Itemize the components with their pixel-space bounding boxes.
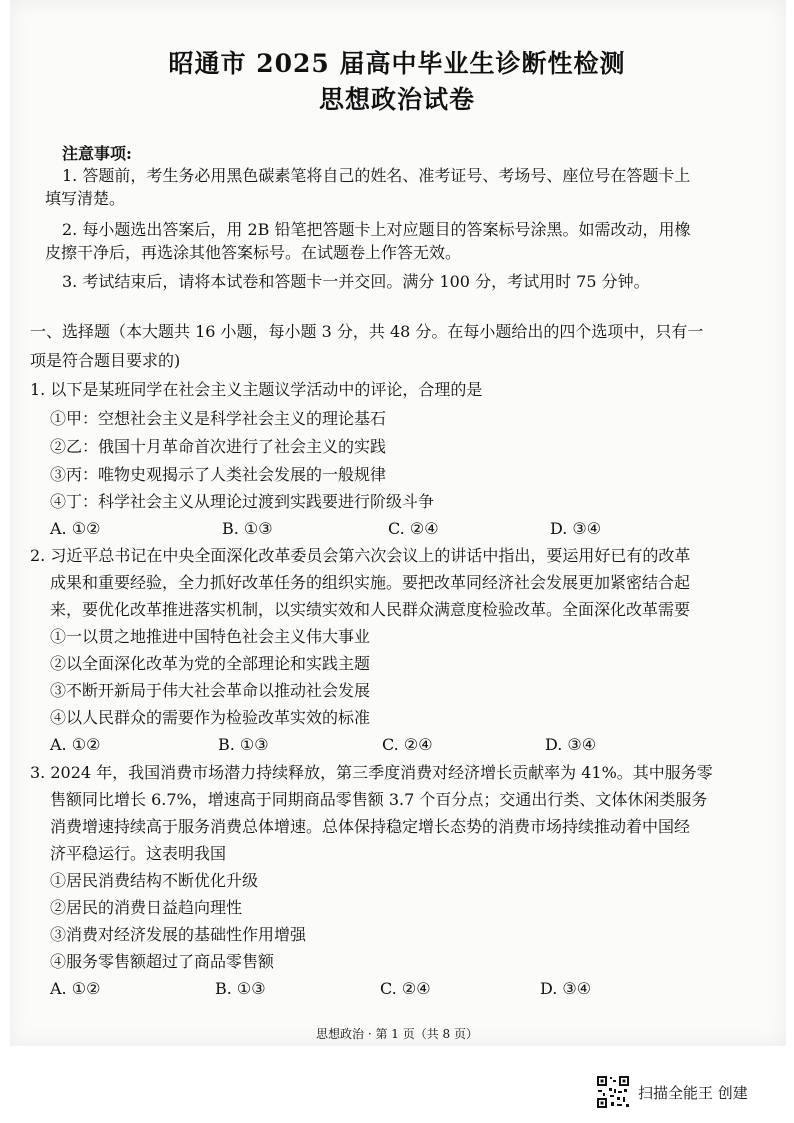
section-heading-cont: 项是符合题目要求的) <box>30 351 181 370</box>
question-3-item: ③消费对经济发展的基础性作用增强 <box>50 925 307 944</box>
page-subtitle: 思想政治试卷 <box>318 85 475 114</box>
scanner-watermark-text: 扫描全能王 创建 <box>638 1083 748 1102</box>
question-2-item: ④以人民群众的需要作为检验改革实效的标准 <box>50 708 371 727</box>
question-3-stem: 售额同比增长 6.7%，增速高于同期商品零售额 3.7 个百分点；交通出行类、文体休闲类服务 <box>50 790 708 809</box>
question-2-item: ②以全面深化改革为党的全部理论和实践主题 <box>50 654 371 673</box>
question-1-option-b: B. ①③ <box>222 519 273 538</box>
qr-code-icon <box>596 1075 630 1109</box>
question-3-stem: 3. 2024 年，我国消费市场潜力持续释放，第三季度消费对经济增长贡献率为 41%。其中服务零 <box>30 763 713 782</box>
question-2-stem: 成果和重要经验，全力抓好改革任务的组织实施。要把改革同经济社会发展更加紧密结合起 <box>50 573 691 592</box>
question-2-option-c: C. ②④ <box>382 735 433 754</box>
question-1-option-a: A. ①② <box>50 519 101 538</box>
question-2-option-d: D. ③④ <box>545 735 597 754</box>
question-3-option-c: C. ②④ <box>380 979 431 998</box>
question-1-item: ②乙：俄国十月革命首次进行了社会主义的实践 <box>50 437 387 456</box>
question-1-stem: 1. 以下是某班同学在社会主义主题议学活动中的评论，合理的是 <box>30 380 483 399</box>
scanner-watermark <box>596 1072 748 1112</box>
question-2-stem: 来，要优化改革推进落实机制，以实绩实效和人民群众满意度检验改革。全面深化改革需要 <box>50 600 691 619</box>
question-1-item: ④丁：科学社会主义从理论过渡到实践要进行阶级斗争 <box>50 492 435 511</box>
section-heading: 一、选择题（本大题共 16 小题，每小题 3 分，共 48 分。在每小题给出的四个选项中，只有一 <box>30 322 704 341</box>
question-3-option-a: A. ①② <box>50 979 101 998</box>
notice-heading: 注意事项: <box>62 144 132 163</box>
question-1-item: ①甲：空想社会主义是科学社会主义的理论基石 <box>50 409 387 428</box>
page-footer: 思想政治 · 第 1 页（共 8 页） <box>316 1027 478 1041</box>
notice-line: 3. 考试结束后，请将本试卷和答题卡一并交回。满分 100 分，考试用时 75 分钟。 <box>62 272 650 291</box>
question-2-option-b: B. ①③ <box>218 735 269 754</box>
question-3-stem: 济平稳运行。这表明我国 <box>50 844 227 863</box>
question-3-item: ①居民消费结构不断优化升级 <box>50 871 259 890</box>
question-3-item: ②居民的消费日益趋向理性 <box>50 898 243 917</box>
question-3-stem: 消费增速持续高于服务消费总体增速。总体保持稳定增长态势的消费市场持续推动着中国经 <box>50 817 691 836</box>
question-2-stem: 2. 习近平总书记在中央全面深化改革委员会第六次会议上的讲话中指出，要运用好已有的改革 <box>30 546 691 565</box>
question-3-option-d: D. ③④ <box>540 979 592 998</box>
question-2-option-a: A. ①② <box>50 735 101 754</box>
notice-line: 填写清楚。 <box>45 189 126 208</box>
question-1-item: ③丙：唯物史观揭示了人类社会发展的一般规律 <box>50 465 387 484</box>
question-3-item: ④服务零售额超过了商品零售额 <box>50 952 275 971</box>
notice-line: 1. 答题前，考生务必用黑色碳素笔将自己的姓名、准考证号、考场号、座位号在答题卡上 <box>62 166 691 185</box>
question-2-item: ③不断开新局于伟大社会革命以推动社会发展 <box>50 681 371 700</box>
notice-line: 皮擦干净后，再选涂其他答案标号。在试题卷上作答无效。 <box>45 243 462 262</box>
question-1-option-c: C. ②④ <box>388 519 439 538</box>
question-2-item: ①一以贯之地推进中国特色社会主义伟大事业 <box>50 627 371 646</box>
page-title: 昭通市 2025 届高中毕业生诊断性检测 <box>168 49 626 78</box>
question-1-option-d: D. ③④ <box>550 519 602 538</box>
notice-line: 2. 每小题选出答案后，用 2B 铅笔把答题卡上对应题目的答案标号涂黑。如需改动，用橡 <box>62 220 691 239</box>
question-3-option-b: B. ①③ <box>215 979 266 998</box>
